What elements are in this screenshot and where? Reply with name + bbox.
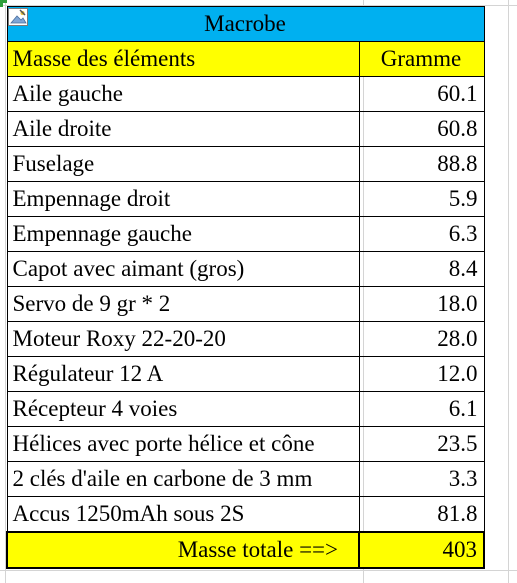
item-name-cell[interactable]: Servo de 9 gr * 2 [7, 287, 359, 322]
picture-icon[interactable] [8, 8, 28, 26]
gridline [508, 0, 509, 583]
item-name-cell[interactable]: Capot avec aimant (gros) [7, 252, 359, 287]
header-value-cell[interactable]: Gramme [359, 42, 484, 77]
mass-table [6, 6, 485, 569]
item-value-cell[interactable]: 88.8 [359, 147, 484, 182]
item-value-cell[interactable]: 28.0 [359, 322, 484, 357]
table-row [7, 427, 484, 462]
table-row [7, 147, 484, 182]
item-name-cell[interactable]: Empennage gauche [7, 217, 359, 252]
table-row [7, 462, 484, 497]
item-name-cell[interactable]: Aile gauche [7, 77, 359, 112]
table-row [7, 497, 484, 533]
item-value-cell[interactable]: 3.3 [359, 462, 484, 497]
table-row [7, 322, 484, 357]
table-row [7, 182, 484, 217]
gridline [0, 570, 517, 571]
item-value-cell[interactable]: 81.8 [359, 497, 484, 533]
item-name-cell[interactable]: Hélices avec porte hélice et cône [7, 427, 359, 462]
total-label-cell[interactable]: Masse totale ==> [7, 532, 359, 568]
item-value-cell[interactable]: 60.1 [359, 77, 484, 112]
table-row [7, 112, 484, 147]
table-row [7, 77, 484, 112]
item-name-cell[interactable]: Fuselage [7, 147, 359, 182]
item-name-cell[interactable]: Accus 1250mAh sous 2S [7, 497, 359, 533]
item-name-cell[interactable]: 2 clés d'aile en carbone de 3 mm [7, 462, 359, 497]
title-row [7, 7, 484, 42]
header-row [7, 42, 484, 77]
item-value-cell[interactable]: 12.0 [359, 357, 484, 392]
table-row [7, 217, 484, 252]
table-row [7, 392, 484, 427]
item-value-cell[interactable]: 60.8 [359, 112, 484, 147]
item-name-cell[interactable]: Moteur Roxy 22-20-20 [7, 322, 359, 357]
total-row [7, 532, 484, 568]
table-row [7, 357, 484, 392]
item-value-cell[interactable]: 6.1 [359, 392, 484, 427]
table-row [7, 287, 484, 322]
item-name-cell[interactable]: Aile droite [7, 112, 359, 147]
item-value-cell[interactable]: 23.5 [359, 427, 484, 462]
item-value-cell[interactable]: 5.9 [359, 182, 484, 217]
header-name-cell[interactable]: Masse des éléments [7, 42, 359, 77]
item-value-cell[interactable]: 6.3 [359, 217, 484, 252]
item-value-cell[interactable]: 8.4 [359, 252, 484, 287]
item-name-cell[interactable]: Régulateur 12 A [7, 357, 359, 392]
table-title[interactable]: Macrobe [7, 7, 484, 42]
total-value-cell[interactable]: 403 [359, 532, 484, 568]
item-name-cell[interactable]: Empennage droit [7, 182, 359, 217]
item-value-cell[interactable]: 18.0 [359, 287, 484, 322]
item-name-cell[interactable]: Récepteur 4 voies [7, 392, 359, 427]
table-row [7, 252, 484, 287]
